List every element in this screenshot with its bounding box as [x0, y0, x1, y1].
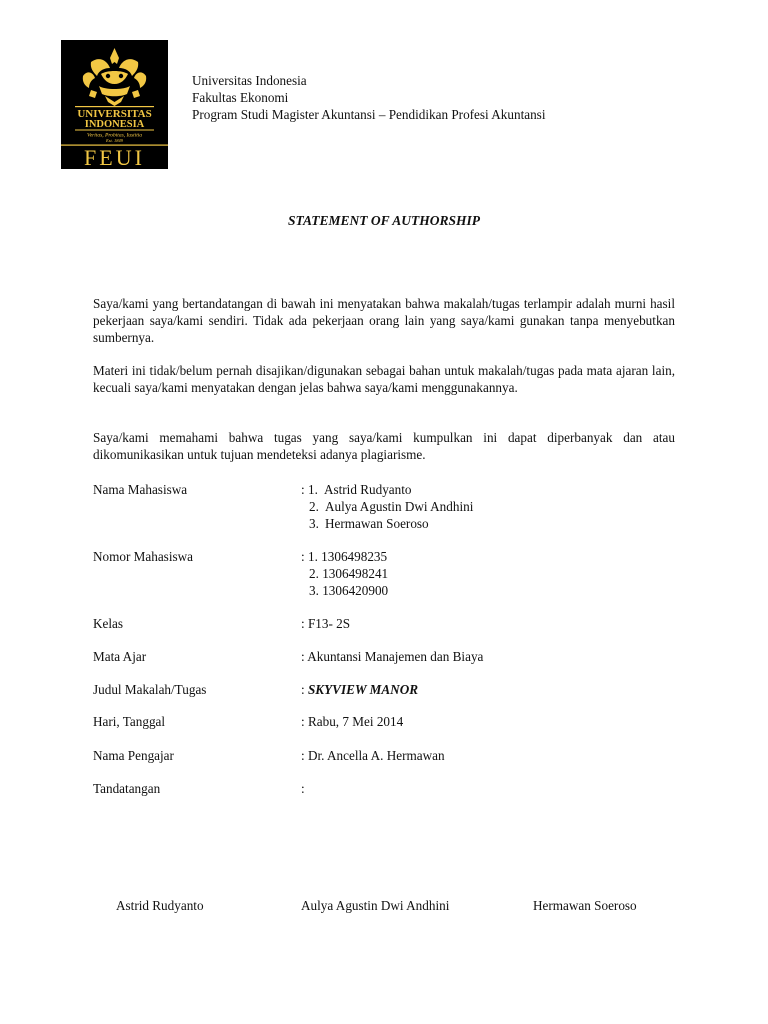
logo-motto: Veritas, Probitas, Iustitia [86, 132, 143, 139]
header-program: Program Studi Magister Akuntansi – Pendidikan Profesi Akuntansi [192, 107, 546, 122]
document-title: STATEMENT OF AUTHORSHIP [287, 213, 481, 228]
student-number: 3. 1306420900 [309, 583, 389, 598]
field-value: Rabu, 7 Mei 2014 [307, 714, 404, 729]
paragraph-2: Materi ini tidak/belum pernah disajikan/digunakan sebagai bahan untuk makalah/tugas pada mata ajaran lain, kecuali saya/kami menyatakan dengan jelas bahwa saya/kami menggunakannya. [93, 363, 675, 395]
signature-name-1: Astrid Rudyanto [116, 898, 204, 913]
header-university: Universitas Indonesia [192, 73, 307, 88]
student-name: Astrid Rudyanto [323, 482, 412, 497]
field-label: Hari, Tanggal [93, 714, 166, 729]
institution-header [192, 72, 545, 123]
field-value: Akuntansi Manajemen dan Biaya [307, 649, 484, 664]
field-label: Nama Mahasiswa [93, 482, 188, 497]
logo-line1: UNIVERSITAS [77, 108, 152, 120]
field-value: F13- 2S [307, 616, 351, 631]
header-faculty: Fakultas Ekonomi [192, 90, 289, 105]
list-number: 1. [307, 482, 318, 497]
paragraph-3: Saya/kami memahami bahwa tugas yang saya/kami kumpulkan ini dapat diperbanyak dan atau dikomunikasikan untuk tujuan mendeteksi adanya plagiarisme. [93, 430, 675, 462]
field-label: Judul Makalah/Tugas [93, 682, 207, 697]
logo-est: Est. 1849 [105, 138, 124, 143]
feui-logo [61, 40, 168, 169]
logo-acronym: FEUI [84, 145, 145, 169]
field-value: Dr. Ancella A. Hermawan [307, 748, 445, 763]
field-label: Nama Pengajar [93, 748, 174, 763]
makara-emblem-icon [61, 40, 168, 169]
student-number: 2. 1306498241 [309, 566, 389, 581]
list-number: 3. [309, 516, 319, 531]
paragraph-1: Saya/kami yang bertandatangan di bawah ini menyatakan bahwa makalah/tugas terlampir adalah murni hasil pekerjaan saya/kami sendiri. Tidak ada pekerjaan orang lain yang saya/kami gunakan tanpa menyebutkan sumbernya. [93, 296, 675, 345]
field-value: : 1. Astrid Rudyanto 2. Aulya Agustin Dwi Andhini 3. Hermawan Soeroso [301, 482, 474, 531]
student-name: Aulya Agustin Dwi Andhini [325, 499, 474, 514]
signature-name-2: Aulya Agustin Dwi Andhini [301, 898, 450, 913]
signature-name-3: Hermawan Soeroso [533, 898, 637, 913]
student-number: 1. 1306498235 [307, 549, 388, 564]
field-value: SKYVIEW MANOR [307, 682, 419, 697]
field-label: Kelas [93, 616, 124, 631]
field-value: : 1. 1306498235 2. 1306498241 3. 1306420900 [301, 549, 389, 598]
field-label: Nomor Mahasiswa [93, 549, 193, 564]
field-label: Tandatangan [93, 781, 161, 796]
field-label: Mata Ajar [93, 649, 147, 664]
list-number: 2. [309, 499, 319, 514]
student-name: Hermawan Soeroso [325, 516, 429, 531]
logo-line2: INDONESIA [84, 119, 145, 130]
